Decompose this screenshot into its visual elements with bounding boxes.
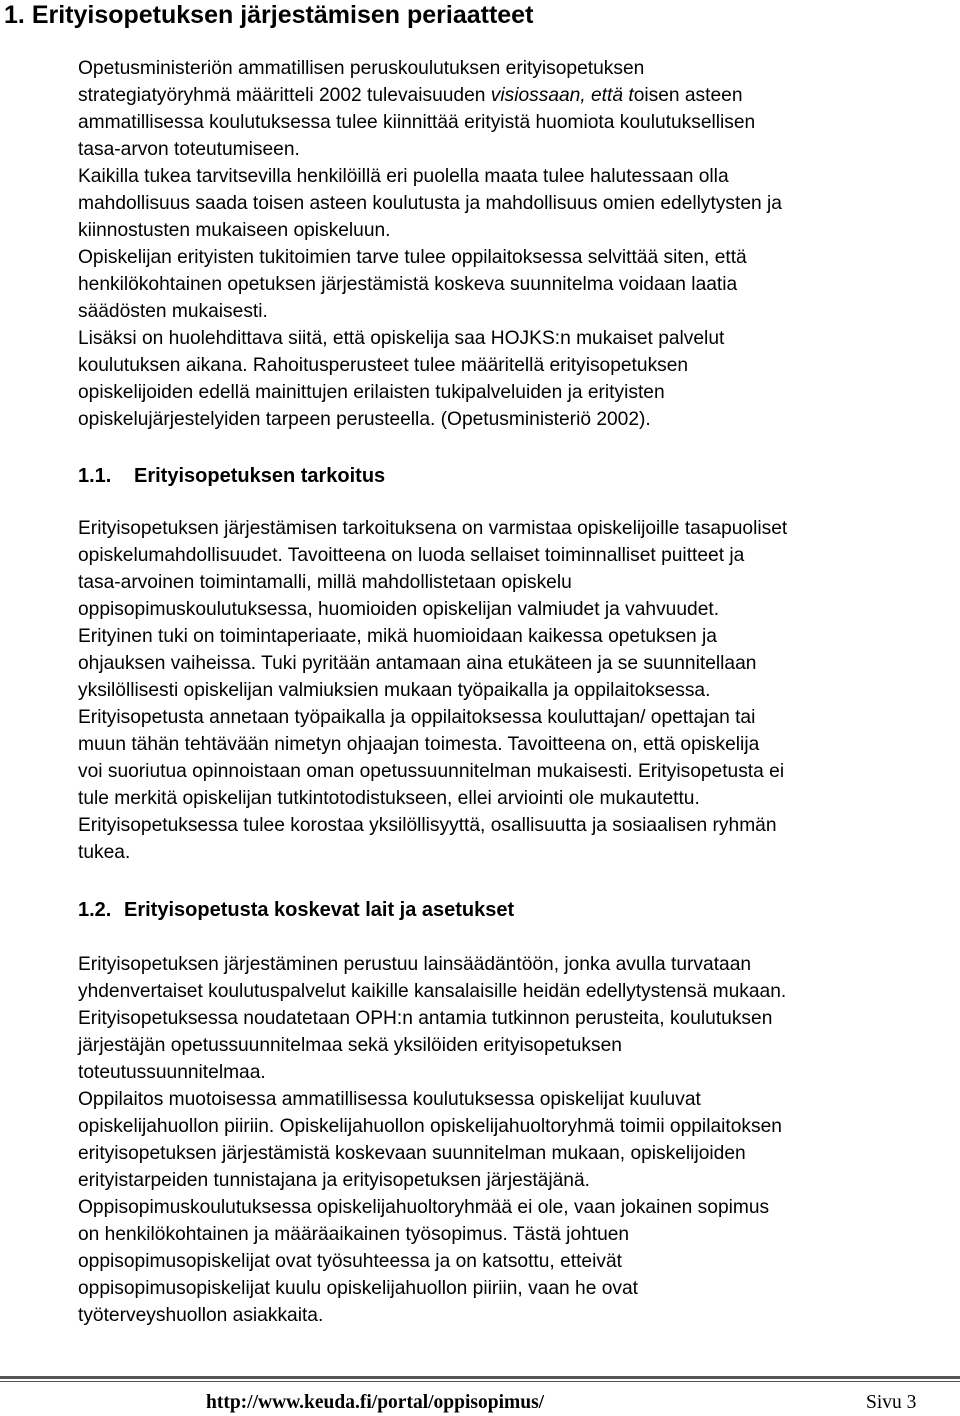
section-number: 1.2. — [78, 899, 112, 921]
text-line: Erityisopetuksessa tulee korostaa yksilöllisyyttä, osallisuutta ja sosiaalisen ryhmän — [78, 815, 777, 836]
section-title: Erityisopetuksen tarkoitus — [134, 465, 386, 487]
text-line: Opiskelijan erityisten tukitoimien tarve tulee oppilaitoksessa selvittää siten, että — [78, 247, 747, 268]
text-line: ohjauksen vaiheissa. Tuki pyritään antamaan aina etukäteen ja se suunnitellaan — [78, 653, 757, 674]
text-line: henkilökohtainen opetuksen järjestämistä koskeva suunnitelma voidaan laatia — [78, 274, 738, 295]
text-line: Kaikilla tukea tarvitsevilla henkilöillä eri puolella maata tulee halutessaan olla — [78, 166, 729, 187]
text-line: tule merkitä opiskelijan tutkintotodistukseen, ellei arviointi ole mukautettu. — [78, 788, 700, 809]
section-heading-1-1 — [78, 464, 385, 488]
text-line: Lisäksi on huolehdittava siitä, että opiskelija saa HOJKS:n mukaiset palvelut — [78, 328, 725, 349]
text-line: toteutussuunnitelmaa. — [78, 1062, 266, 1083]
page-number: Sivu 3 — [866, 1392, 917, 1413]
text-line: työterveyshuollon asiakkaita. — [78, 1305, 324, 1326]
section-title: Erityisopetuksen järjestämisen periaatteet — [31, 1, 534, 29]
text-line: mahdollisuus saada toisen asteen koulutusta ja mahdollisuus omien edellytysten ja — [78, 193, 782, 214]
text-line: oppisopimusopiskelijat ovat työsuhteessa ja on katsottu, etteivät — [78, 1251, 622, 1272]
text-line: opiskelijahuollon piiriin. Opiskelijahuollon opiskelijahuoltoryhmä toimii oppilaitoksen — [78, 1116, 782, 1137]
section-1-2-paragraph — [78, 951, 786, 1329]
text-span: strategiatyöryhmä määritteli 2002 tulevaisuuden — [78, 85, 491, 106]
text-line: tasa-arvon toteutumiseen. — [78, 139, 300, 160]
text-line: kiinnostusten mukaiseen opiskeluun. — [78, 220, 391, 241]
text-line: Opetusministeriön ammatillisen peruskoulutuksen erityisopetuksen — [78, 58, 645, 79]
italic-text: visiossaan, että t — [490, 85, 634, 106]
text-line: on henkilökohtainen ja määräaikainen työsopimus. Tästä johtuen — [78, 1224, 630, 1245]
text-line: Erityisopetuksen järjestäminen perustuu lainsäädäntöön, jonka avulla turvataan — [78, 954, 752, 975]
section-title: Erityisopetusta koskevat lait ja asetukset — [124, 899, 515, 921]
text-line: Erityisopetuksen järjestämisen tarkoituksena on varmistaa opiskelijoille tasapuoliset — [78, 518, 788, 539]
text-line: koulutuksen aikana. Rahoitusperusteet tulee määritellä erityisopetuksen — [78, 355, 689, 376]
text-line: järjestäjän opetussuunnitelmaa sekä yksilöiden erityisopetuksen — [78, 1035, 622, 1056]
text-line: säädösten mukaisesti. — [78, 301, 268, 322]
text-line: opiskelumahdollisuudet. Tavoitteena on luoda sellaiset toiminnalliset puitteet ja — [78, 545, 745, 566]
text-line: Erityisopetusta annetaan työpaikalla ja oppilaitoksessa kouluttajan/ opettajan tai — [78, 707, 756, 728]
footer-url-link[interactable]: http://www.keuda.fi/portal/oppisopimus/ — [206, 1392, 545, 1413]
section-heading-1-2 — [78, 898, 514, 922]
text-line: yksilöllisesti opiskelijan valmiuksien mukaan työpaikalla ja oppilaitoksessa. — [78, 680, 711, 701]
section-1-1-paragraph — [78, 515, 787, 866]
text-line: Oppisopimuskoulutuksessa opiskelijahuoltoryhmää ei ole, vaan jokainen sopimus — [78, 1197, 770, 1218]
text-line: Oppilaitos muotoisessa ammatillisessa koulutuksessa opiskelijat kuuluvat — [78, 1089, 701, 1110]
footer-divider — [0, 1376, 960, 1382]
text-line: ammatillisessa koulutuksessa tulee kiinnittää erityistä huomiota koulutuksellisen — [78, 112, 756, 133]
section-number: 1.1. — [78, 465, 112, 487]
page-title — [4, 0, 533, 30]
text-line: tasa-arvoinen toimintamalli, millä mahdollistetaan opiskelu — [78, 572, 572, 593]
text-line: oppisopimuskoulutuksessa, huomioiden opiskelijan valmiudet ja vahvuudet. — [78, 599, 720, 620]
section-number: 1. — [4, 1, 25, 29]
text-line: tukea. — [78, 842, 131, 863]
intro-paragraph — [78, 55, 782, 433]
text-line: yhdenvertaiset koulutuspalvelut kaikille kansalaisille heidän edellytystensä mukaan. — [78, 981, 787, 1002]
text-line: erityistarpeiden tunnistajana ja erityisopetuksen järjestäjänä. — [78, 1170, 590, 1191]
text-line: Erityinen tuki on toimintaperiaate, mikä huomioidaan kaikessa opetuksen ja — [78, 626, 717, 647]
text-line — [78, 82, 782, 109]
text-line: muun tähän tehtävään nimetyn ohjaajan toimesta. Tavoitteena on, että opiskelija — [78, 734, 760, 755]
text-line: oppisopimusopiskelijat kuulu opiskelijahuollon piiriin, vaan he ovat — [78, 1278, 638, 1299]
text-span: oisen asteen — [633, 85, 743, 106]
text-line: voi suoriutua opinnoistaan oman opetussuunnitelman mukaisesti. Erityisopetusta ei — [78, 761, 785, 782]
text-line: erityisopetuksen järjestämistä koskevaan suunnitelman mukaan, opiskelijoiden — [78, 1143, 746, 1164]
text-line: Erityisopetuksessa noudatetaan OPH:n antamia tutkinnon perusteita, koulutuksen — [78, 1008, 773, 1029]
text-line: opiskelujärjestelyiden tarpeen perusteella. (Opetusministeriö 2002). — [78, 409, 651, 430]
text-line: opiskelijoiden edellä mainittujen erilaisten tukipalveluiden ja erityisten — [78, 382, 665, 403]
